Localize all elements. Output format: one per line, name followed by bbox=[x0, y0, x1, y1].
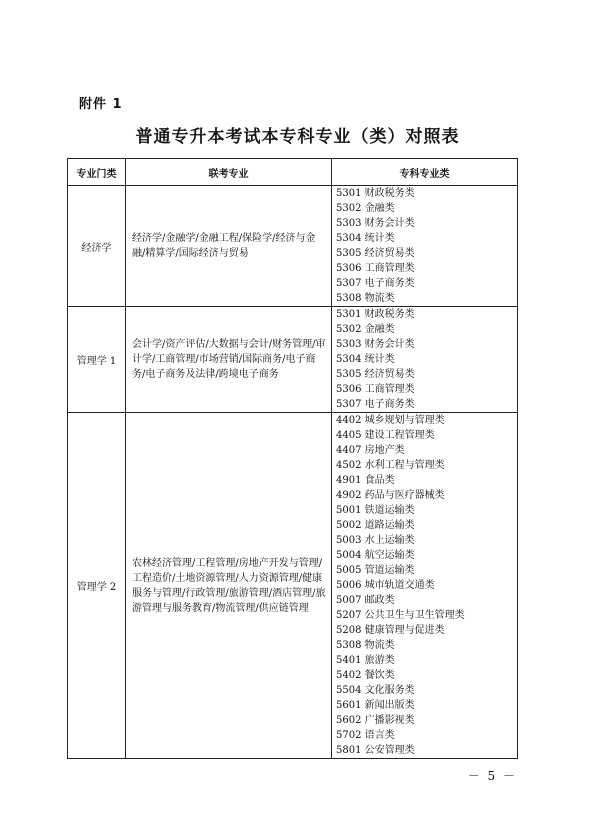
specialty-item: 5306 工商管理类 bbox=[336, 384, 415, 395]
exam-majors-cell: 经济学/金融学/金融工程/保险学/经济与金融/精算学/国际经济与贸易 bbox=[126, 186, 332, 307]
specialty-item: 5004 航空运输类 bbox=[336, 550, 415, 561]
specialty-item: 5402 餐饮类 bbox=[336, 670, 395, 681]
specialty-item: 5305 经济贸易类 bbox=[336, 248, 415, 259]
specialty-item: 5602 广播影视类 bbox=[336, 715, 415, 726]
specialty-item: 5307 电子商务类 bbox=[336, 399, 415, 410]
specialty-item: 5303 财务会计类 bbox=[336, 218, 415, 229]
specialty-list-cell bbox=[332, 186, 518, 307]
specialty-list-cell bbox=[332, 413, 518, 759]
header-category: 专业门类 bbox=[68, 159, 126, 186]
table-row-economics bbox=[68, 186, 518, 307]
table-row-management-1 bbox=[68, 307, 518, 413]
specialty-item: 5304 统计类 bbox=[336, 233, 395, 244]
specialty-item: 5504 文化服务类 bbox=[336, 685, 415, 696]
specialty-list-cell bbox=[332, 307, 518, 413]
specialty-item: 4901 食品类 bbox=[336, 475, 395, 486]
specialty-item: 5302 金融类 bbox=[336, 324, 395, 335]
table-row-management-2 bbox=[68, 413, 518, 759]
specialty-item: 5007 邮政类 bbox=[336, 595, 395, 606]
specialty-item: 5304 统计类 bbox=[336, 354, 395, 365]
specialty-item: 5303 财务会计类 bbox=[336, 339, 415, 350]
specialty-item: 4902 药品与医疗器械类 bbox=[336, 490, 445, 501]
specialty-item: 5306 工商管理类 bbox=[336, 263, 415, 274]
specialty-item: 5401 旅游类 bbox=[336, 655, 395, 666]
specialty-item: 5308 物流类 bbox=[336, 293, 395, 304]
specialty-item: 5301 财政税务类 bbox=[336, 309, 415, 320]
specialty-item: 5207 公共卫生与卫生管理类 bbox=[336, 610, 465, 621]
category-cell: 管理学 1 bbox=[68, 307, 126, 413]
category-cell: 经济学 bbox=[68, 186, 126, 307]
specialty-item: 4502 水利工程与管理类 bbox=[336, 460, 445, 471]
specialty-item: 5001 铁道运输类 bbox=[336, 505, 415, 516]
specialty-item: 5301 财政税务类 bbox=[336, 188, 415, 199]
specialty-item: 4407 房地产类 bbox=[336, 445, 405, 456]
specialty-item: 5005 管道运输类 bbox=[336, 565, 415, 576]
specialty-item: 5801 公安管理类 bbox=[336, 745, 415, 756]
specialty-item: 5601 新闻出版类 bbox=[336, 700, 415, 711]
specialty-item: 5302 金融类 bbox=[336, 203, 395, 214]
specialty-item: 5208 健康管理与促进类 bbox=[336, 625, 445, 636]
specialty-item: 5006 城市轨道交通类 bbox=[336, 580, 435, 591]
exam-majors-cell: 会计学/资产评估/大数据与会计/财务管理/审计学/工商管理/市场营销/国际商务/电子商务/电子商务及法律/跨境电子商务 bbox=[126, 307, 332, 413]
page-number: － 5 － bbox=[467, 769, 517, 783]
exam-majors-cell: 农林经济管理/工程管理/房地产开发与管理/工程造价/土地资源管理/人力资源管理/健康服务与管理/行政管理/旅游管理/酒店管理/旅游管理与服务教育/物流管理/供应链管理 bbox=[126, 413, 332, 759]
specialty-item: 5308 物流类 bbox=[336, 640, 395, 651]
table-header-row bbox=[68, 159, 518, 186]
specialty-item: 5305 经济贸易类 bbox=[336, 369, 415, 380]
document-title: 普通专升本考试本专科专业（类）对照表 bbox=[135, 127, 460, 147]
attachment-label: 附件 1 bbox=[79, 97, 123, 112]
specialty-item: 5003 水上运输类 bbox=[336, 535, 415, 546]
specialty-item: 4402 城乡规划与管理类 bbox=[336, 415, 445, 426]
header-specialty-types: 专科专业类 bbox=[332, 159, 518, 186]
specialty-item: 5002 道路运输类 bbox=[336, 520, 415, 531]
specialty-item: 4405 建设工程管理类 bbox=[336, 430, 435, 441]
specialty-item: 5307 电子商务类 bbox=[336, 278, 415, 289]
major-comparison-table bbox=[67, 158, 518, 759]
specialty-item: 5702 语言类 bbox=[336, 730, 395, 741]
category-cell: 管理学 2 bbox=[68, 413, 126, 759]
header-exam-majors: 联考专业 bbox=[126, 159, 332, 186]
